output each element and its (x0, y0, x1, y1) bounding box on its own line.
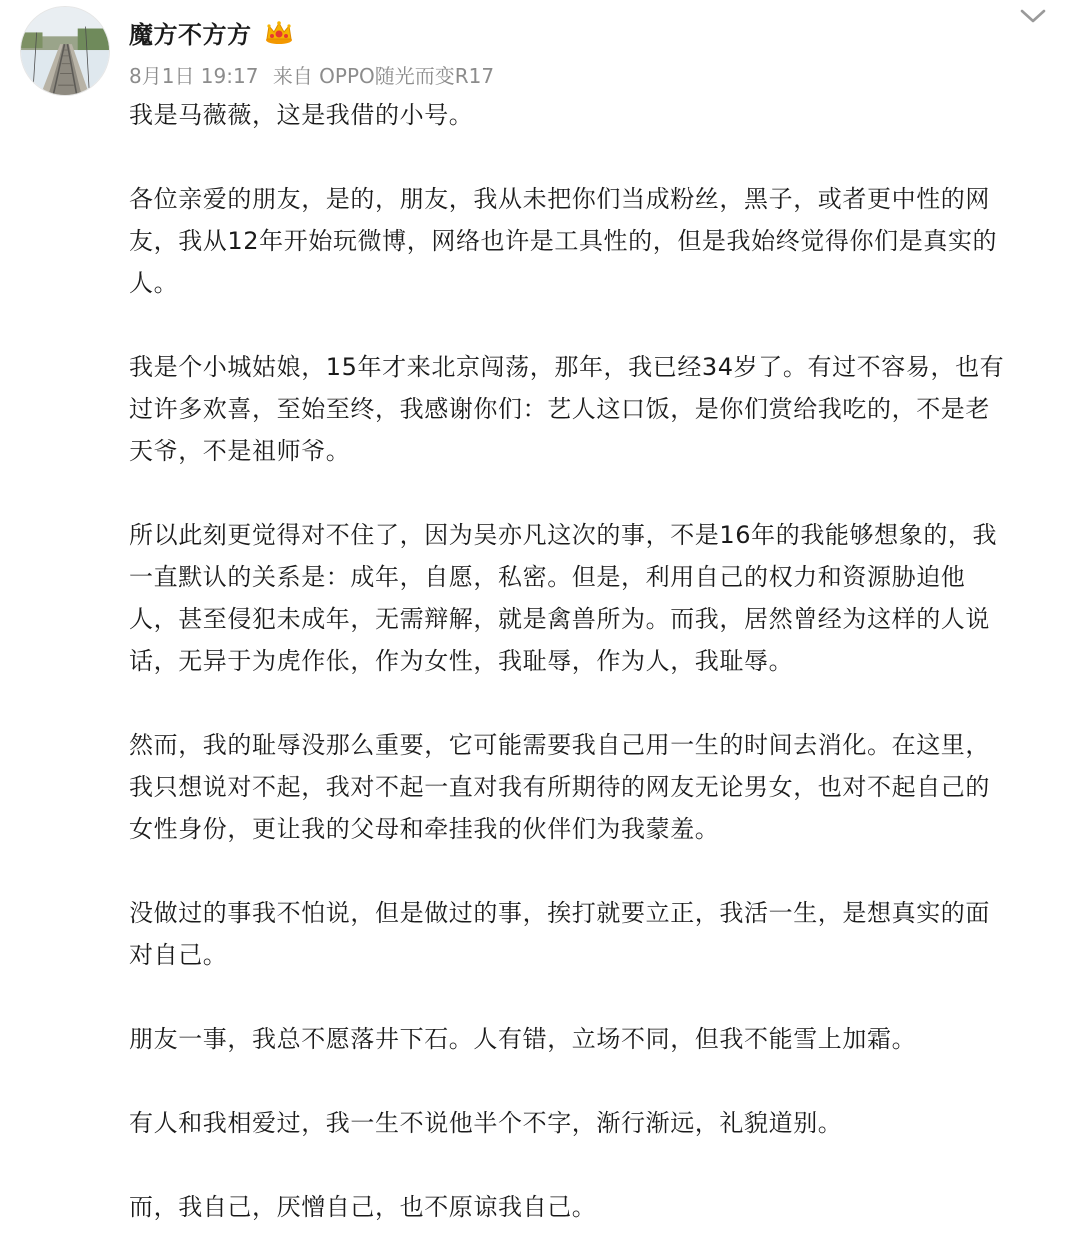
post-line: 话，无异于为虎作伥，作为女性，我耻辱，作为人，我耻辱。 (129, 647, 794, 675)
post-line: 没做过的事我不怕说，但是做过的事，挨打就要立正，我活一生，是想真实的面 (129, 899, 990, 927)
post-source: 来自 OPPO随光而变R17 (272, 64, 495, 88)
post-paragraph (129, 94, 1049, 136)
post-paragraph (129, 514, 1049, 682)
post-line: 所以此刻更觉得对不住了，因为吴亦凡这次的事，不是16年的我能够想象的，我 (129, 521, 998, 549)
post-paragraph (129, 1186, 1049, 1228)
avatar-railway-photo (21, 7, 109, 95)
author-row (129, 14, 294, 50)
post-line: 女性身份，更让我的父母和牵挂我的伙伴们为我蒙羞。 (129, 815, 720, 843)
post-paragraph (129, 724, 1049, 850)
chevron-down-icon[interactable] (1018, 6, 1048, 26)
post-header (0, 0, 1080, 100)
post-paragraph (129, 1102, 1049, 1144)
post-line: 一直默认的关系是：成年，自愿，私密。但是，利用自己的权力和资源胁迫他 (129, 563, 966, 591)
post-line: 对自己。 (129, 941, 228, 969)
avatar[interactable] (20, 6, 110, 96)
post-line: 人，甚至侵犯未成年，无需辩解，就是禽兽所为。而我，居然曾经为这样的人说 (129, 605, 990, 633)
post-line: 而，我自己，厌憎自己，也不原谅我自己。 (129, 1193, 597, 1221)
post-meta (129, 60, 494, 89)
post-line: 友，我从12年开始玩微博，网络也许是工具性的，但是我始终觉得你们是真实的 (129, 227, 998, 255)
post-timestamp: 8月1日 19:17 (129, 64, 259, 88)
post-paragraph (129, 1018, 1049, 1060)
post-line: 我是个小城姑娘，15年才来北京闯荡，那年，我已经34岁了。有过不容易，也有 (129, 353, 1005, 381)
post-paragraph (129, 346, 1049, 472)
author-name[interactable]: 魔方不方方 (129, 20, 252, 49)
post-line: 朋友一事，我总不愿落井下石。人有错，立场不同，但我不能雪上加霜。 (129, 1025, 917, 1053)
post-line: 各位亲爱的朋友，是的，朋友，我从未把你们当成粉丝，黑子，或者更中性的网 (129, 185, 990, 213)
post-line: 我是马薇薇，这是我借的小号。 (129, 101, 474, 129)
post-body (129, 94, 1049, 1228)
post-line: 我只想说对不起，我对不起一直对我有所期待的网友无论男女，也对不起自己的 (129, 773, 990, 801)
post-paragraph (129, 178, 1049, 304)
post-line: 天爷，不是祖师爷。 (129, 437, 351, 465)
post-line: 过许多欢喜，至始至终，我感谢你们：艺人这口饭，是你们赏给我吃的，不是老 (129, 395, 990, 423)
post-line: 人。 (129, 269, 179, 297)
post-line: 然而，我的耻辱没那么重要，它可能需要我自己用一生的时间去消化。在这里， (129, 731, 990, 759)
post-paragraph (129, 892, 1049, 976)
post-line: 有人和我相爱过，我一生不说他半个不字，渐行渐远，礼貌道别。 (129, 1109, 843, 1137)
crown-badge-icon[interactable] (264, 19, 294, 45)
